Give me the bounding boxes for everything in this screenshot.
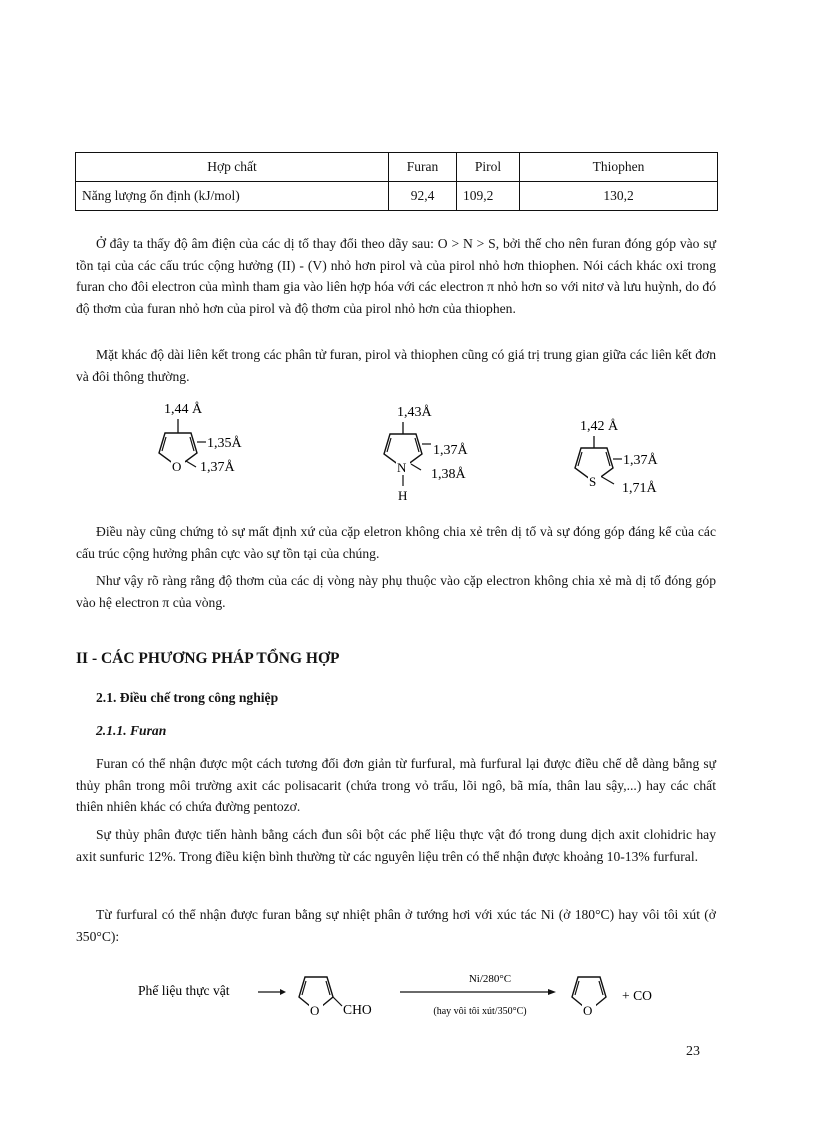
reactant-label: Phế liệu thực vật <box>138 983 230 998</box>
pirol-top-label: 1,43Å <box>397 405 432 420</box>
furan-synthesis-reaction <box>130 962 690 1027</box>
header-compound: Hợp chất <box>76 153 389 182</box>
furan-atom: O <box>172 459 182 474</box>
row-label: Năng lượng ổn định (kJ/mol) <box>76 182 389 211</box>
paragraph-pyrolysis: Từ furfural có thể nhận được furan bằng sự nhiệt phân ở tướng hơi với xúc tác Ni (ở 180°C) hay vôi tôi xút (ở 350°C): <box>76 907 716 944</box>
value-furan: 92,4 <box>389 182 457 211</box>
header-furan: Furan <box>389 153 457 182</box>
table-row <box>76 182 718 211</box>
page-number: 23 <box>686 1044 700 1059</box>
value-pirol: 109,2 <box>457 182 520 211</box>
furfural-ring-atom: O <box>310 1003 320 1018</box>
furan-bond-structure <box>140 395 280 495</box>
header-pirol: Pirol <box>457 153 520 182</box>
condition-catalyst: Ni/280°C <box>468 973 512 985</box>
section-heading: II - CÁC PHƯƠNG PHÁP TỔNG HỢP <box>76 650 340 667</box>
pirol-hydrogen: H <box>398 488 408 503</box>
pirol-right-label: 1,37Å <box>433 443 468 458</box>
pirol-atom: N <box>397 460 407 475</box>
paragraph-aromaticity: Như vậy rõ ràng rằng độ thơm của các dị vòng này phụ thuộc vào cặp electron không chia xẻ mà dị tố đóng góp vào hệ electron π của vòng. <box>76 573 716 610</box>
table-header-row <box>76 153 718 182</box>
subsubsection-heading: 2.1.1. Furan <box>96 723 167 738</box>
pirol-bottom-label: 1,38Å <box>431 467 466 482</box>
pirol-bond-structure <box>365 398 505 503</box>
aldehyde-group: CHO <box>343 1002 372 1017</box>
thiophen-bottom-label: 1,71Å <box>622 481 657 496</box>
thiophen-top-label: 1,42 Å <box>580 419 619 434</box>
header-thiophen: Thiophen <box>520 153 718 182</box>
paragraph-electronegativity: Ở đây ta thấy độ âm điện của các dị tố thay đổi theo dãy sau: O > N > S, bởi thế cho nên furan đóng góp vào sự tồn tại của các cấu trúc cộng hưởng (II) - (V) nhỏ hơn pirol và của pirol nhỏ hơn thiophen. Nói cách khác oxi trong furan cho đôi electron của mình tham gia vào liên hợp hóa với các electron π nhỏ hơn so với nitơ và lưu huỳnh, do đó độ thơm của furan nhỏ hơn của pirol và độ thơm của pirol nhỏ hơn của thiophen. <box>76 236 716 316</box>
furan-top-label: 1,44 Å <box>164 402 203 417</box>
paragraph-bond-length: Mặt khác độ dài liên kết trong các phân tử furan, pirol và thiophen cũng có giá trị trung gian giữa các liên kết đơn và đôi thông thường. <box>76 347 716 384</box>
paragraph-furfural: Furan có thể nhận được một cách tương đối đơn giản từ furfural, mà furfural lại được điều chế dễ dàng bằng sự thủy phân trong môi trường axit các polisacarit (chứa trong vỏ trấu, lõi ngô, bã mía, thân lau sậy,...) hay các chất thiên nhiên khác có chứa đường pentozơ. <box>76 756 716 814</box>
furan-right-label: 1,35Å <box>207 436 242 451</box>
subsection-heading: 2.1. Điều chế trong công nghiệp <box>96 690 279 705</box>
furan-bottom-label: 1,37Å <box>200 460 235 475</box>
thiophen-right-label: 1,37Å <box>623 453 658 468</box>
furan-ring-atom: O <box>583 1003 593 1018</box>
condition-alternative: (hay vôi tôi xút/350°C) <box>433 1006 527 1017</box>
thiophen-atom: S <box>589 474 597 489</box>
value-thiophen: 130,2 <box>520 182 718 211</box>
carbon-monoxide-product: + CO <box>622 988 652 1003</box>
paragraph-delocalization: Điều này cũng chứng tỏ sự mất định xứ của cặp eletron không chia xẻ trên dị tố và sự đóng góp đáng kể của các cấu trúc cộng hưởng phân cực vào sự tồn tại của chúng. <box>76 524 716 561</box>
thiophen-bond-structure <box>560 410 700 510</box>
paragraph-hydrolysis: Sự thủy phân được tiến hành bằng cách đun sôi bột các phế liệu thực vật đó trong dung dịch axit clohidric hay axit sunfuric 12%. Trong điều kiện bình thường từ các nguyên liệu trên có thể nhận được khoảng 10-13% furfural. <box>76 827 716 864</box>
stabilization-energy-table <box>75 152 718 211</box>
